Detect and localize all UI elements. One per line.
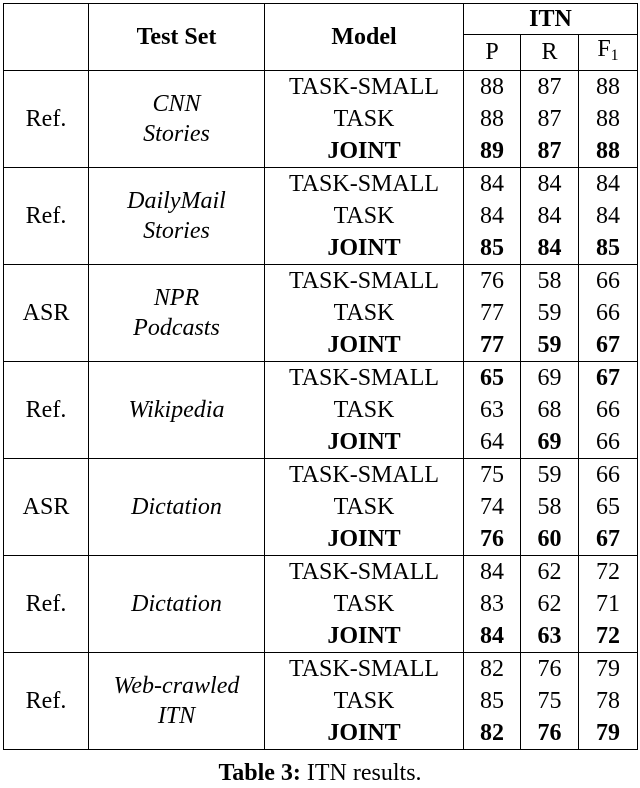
recall-cell: 63	[521, 620, 579, 653]
f1-cell: 66	[579, 394, 638, 426]
f1-cell: 88	[579, 71, 638, 104]
precision-cell: 82	[464, 717, 521, 750]
test-set-cell	[89, 362, 265, 459]
recall-cell: 69	[521, 426, 579, 459]
recall-cell: 62	[521, 556, 579, 589]
f1-cell: 72	[579, 620, 638, 653]
model-cell: TASK	[265, 685, 464, 717]
f1-cell: 66	[579, 426, 638, 459]
test-set-line: Podcasts	[133, 315, 220, 341]
recall-cell: 84	[521, 200, 579, 232]
test-set-line: NPR	[153, 285, 200, 311]
test-set-line: ITN	[157, 703, 196, 729]
header-type-cell	[4, 4, 89, 71]
model-cell: JOINT	[265, 426, 464, 459]
test-set-line: DailyMail	[127, 188, 226, 214]
precision-cell: 77	[464, 329, 521, 362]
precision-cell: 84	[464, 200, 521, 232]
header-recall: R	[521, 35, 579, 71]
precision-cell: 76	[464, 523, 521, 556]
test-set-line: CNN	[152, 91, 201, 117]
model-cell: JOINT	[265, 329, 464, 362]
model-cell: JOINT	[265, 135, 464, 168]
table-row	[4, 556, 638, 589]
model-cell: JOINT	[265, 523, 464, 556]
recall-cell: 84	[521, 232, 579, 265]
recall-cell: 76	[521, 717, 579, 750]
source-type-cell: Ref.	[4, 556, 89, 653]
table-row	[4, 168, 638, 201]
precision-cell: 88	[464, 71, 521, 104]
f1-cell: 72	[579, 556, 638, 589]
precision-cell: 77	[464, 297, 521, 329]
recall-cell: 87	[521, 103, 579, 135]
recall-cell: 87	[521, 71, 579, 104]
f1-cell: 79	[579, 653, 638, 686]
model-cell: TASK-SMALL	[265, 168, 464, 201]
f1-cell: 65	[579, 491, 638, 523]
precision-cell: 75	[464, 459, 521, 492]
model-cell: TASK	[265, 588, 464, 620]
source-type-cell: Ref.	[4, 71, 89, 168]
test-set-line: Wikipedia	[128, 397, 225, 423]
f1-cell: 67	[579, 523, 638, 556]
f1-cell: 79	[579, 717, 638, 750]
source-type-cell: ASR	[4, 459, 89, 556]
test-set-line: Stories	[143, 121, 210, 147]
f1-cell: 88	[579, 103, 638, 135]
table-row	[4, 71, 638, 104]
precision-cell: 65	[464, 362, 521, 395]
precision-cell: 83	[464, 588, 521, 620]
recall-cell: 84	[521, 168, 579, 201]
recall-cell: 76	[521, 653, 579, 686]
test-set-line: Dictation	[131, 591, 222, 617]
precision-cell: 64	[464, 426, 521, 459]
caption-text: ITN results.	[306, 760, 422, 786]
model-cell: TASK	[265, 200, 464, 232]
header-f1-sub: 1	[610, 47, 619, 64]
f1-cell: 78	[579, 685, 638, 717]
source-type-cell: Ref.	[4, 168, 89, 265]
f1-cell: 66	[579, 265, 638, 298]
recall-cell: 59	[521, 459, 579, 492]
model-cell: TASK-SMALL	[265, 653, 464, 686]
test-set-cell	[89, 556, 265, 653]
header-f1	[579, 35, 638, 71]
test-set-cell	[89, 265, 265, 362]
recall-cell: 75	[521, 685, 579, 717]
test-set-line: Dictation	[131, 494, 222, 520]
precision-cell: 85	[464, 685, 521, 717]
recall-cell: 59	[521, 329, 579, 362]
header-f1-base: F	[597, 36, 611, 62]
f1-cell: 85	[579, 232, 638, 265]
precision-cell: 84	[464, 620, 521, 653]
model-cell: TASK	[265, 491, 464, 523]
header-row	[4, 4, 638, 35]
table-row	[4, 265, 638, 298]
test-set-line: Stories	[143, 218, 210, 244]
f1-cell: 84	[579, 200, 638, 232]
header-model: Model	[265, 4, 464, 71]
model-cell: TASK-SMALL	[265, 71, 464, 104]
f1-cell: 71	[579, 588, 638, 620]
caption-label: Table 3:	[218, 760, 301, 786]
f1-cell: 66	[579, 297, 638, 329]
model-cell: TASK-SMALL	[265, 459, 464, 492]
recall-cell: 68	[521, 394, 579, 426]
precision-cell: 84	[464, 556, 521, 589]
model-cell: JOINT	[265, 232, 464, 265]
table-row	[4, 653, 638, 686]
model-cell: JOINT	[265, 717, 464, 750]
model-cell: JOINT	[265, 620, 464, 653]
precision-cell: 63	[464, 394, 521, 426]
precision-cell: 82	[464, 653, 521, 686]
recall-cell: 58	[521, 265, 579, 298]
source-type-cell: ASR	[4, 265, 89, 362]
test-set-cell	[89, 168, 265, 265]
recall-cell: 62	[521, 588, 579, 620]
header-itn-group: ITN	[464, 4, 638, 35]
precision-cell: 84	[464, 168, 521, 201]
table-row	[4, 459, 638, 492]
model-cell: TASK	[265, 394, 464, 426]
f1-cell: 67	[579, 362, 638, 395]
table-caption	[0, 758, 640, 788]
recall-cell: 59	[521, 297, 579, 329]
precision-cell: 85	[464, 232, 521, 265]
f1-cell: 66	[579, 459, 638, 492]
table-body	[4, 71, 638, 750]
f1-cell: 84	[579, 168, 638, 201]
itn-results-table	[3, 3, 638, 750]
precision-cell: 76	[464, 265, 521, 298]
precision-cell: 74	[464, 491, 521, 523]
recall-cell: 69	[521, 362, 579, 395]
test-set-cell	[89, 653, 265, 750]
recall-cell: 58	[521, 491, 579, 523]
f1-cell: 67	[579, 329, 638, 362]
test-set-line: Web-crawled	[113, 673, 240, 699]
f1-cell: 88	[579, 135, 638, 168]
recall-cell: 60	[521, 523, 579, 556]
header-precision: P	[464, 35, 521, 71]
recall-cell: 87	[521, 135, 579, 168]
precision-cell: 88	[464, 103, 521, 135]
model-cell: TASK	[265, 297, 464, 329]
table-row	[4, 362, 638, 395]
model-cell: TASK	[265, 103, 464, 135]
test-set-cell	[89, 71, 265, 168]
source-type-cell: Ref.	[4, 653, 89, 750]
model-cell: TASK-SMALL	[265, 362, 464, 395]
model-cell: TASK-SMALL	[265, 556, 464, 589]
source-type-cell: Ref.	[4, 362, 89, 459]
test-set-cell	[89, 459, 265, 556]
model-cell: TASK-SMALL	[265, 265, 464, 298]
header-test-set: Test Set	[89, 4, 265, 71]
precision-cell: 89	[464, 135, 521, 168]
